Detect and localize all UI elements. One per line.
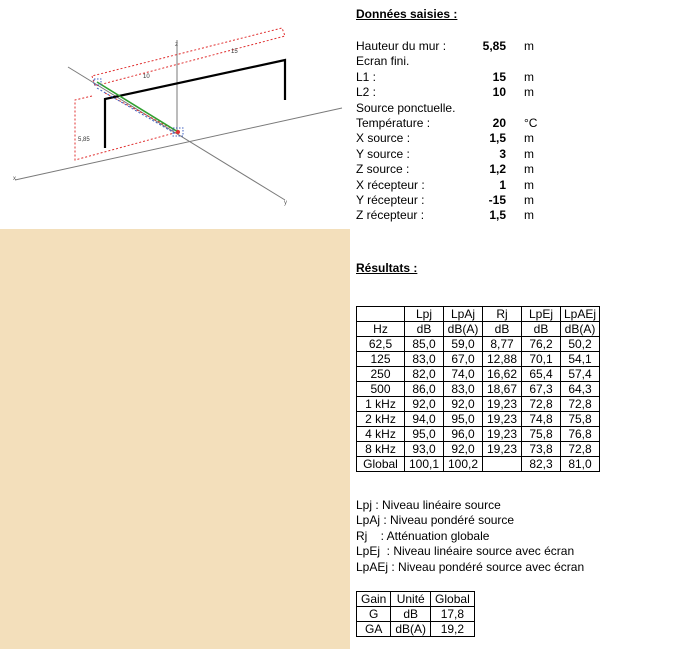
input-label: L1 : bbox=[356, 69, 377, 84]
table-row bbox=[357, 622, 475, 637]
input-value: 1,5 bbox=[489, 208, 506, 223]
input-row bbox=[356, 178, 586, 193]
axis-x bbox=[15, 108, 342, 180]
table-cell: Global bbox=[431, 592, 475, 607]
input-label: X récepteur : bbox=[356, 177, 425, 192]
table-cell: Rj bbox=[483, 307, 522, 322]
table-cell: 1 kHz bbox=[357, 397, 405, 412]
input-value: 5,85 bbox=[482, 39, 506, 53]
table-cell: dB(A) bbox=[391, 622, 431, 637]
table-cell: LpEj bbox=[522, 307, 561, 322]
table-row bbox=[357, 382, 600, 397]
table-cell: G bbox=[357, 607, 391, 622]
dim-height-label: 5,85 bbox=[78, 137, 90, 143]
table-cell: 12,88 bbox=[483, 352, 522, 367]
table-cell: dB bbox=[483, 322, 522, 337]
input-value: 1,2 bbox=[489, 162, 506, 177]
table-cell: 83,0 bbox=[405, 352, 444, 367]
table-cell: dB bbox=[522, 322, 561, 337]
source-point bbox=[176, 130, 180, 134]
input-label: Hauteur du mur : bbox=[356, 39, 447, 53]
input-row bbox=[356, 162, 586, 177]
legend-item: Lpj : Niveau linéaire source bbox=[356, 498, 501, 512]
table-cell: 4 kHz bbox=[357, 427, 405, 442]
input-label: Z source : bbox=[356, 162, 410, 177]
table-cell: 17,8 bbox=[431, 607, 475, 622]
input-label: Ecran fini. bbox=[356, 54, 410, 69]
input-label: Y source : bbox=[356, 146, 410, 161]
table-row bbox=[357, 442, 600, 457]
table-cell: 76,2 bbox=[522, 337, 561, 352]
table-cell: Unité bbox=[391, 592, 431, 607]
table-cell: dB(A) bbox=[444, 322, 483, 337]
dim-l1-line bbox=[92, 28, 285, 86]
results-header-row bbox=[357, 307, 600, 322]
input-unit: m bbox=[524, 146, 534, 161]
input-label: L2 : bbox=[356, 85, 377, 100]
table-cell: 92,0 bbox=[444, 442, 483, 457]
table-cell: 50,2 bbox=[561, 337, 600, 352]
input-row bbox=[356, 54, 586, 69]
table-cell: 250 bbox=[357, 367, 405, 382]
legend-item: LpAj : Niveau pondéré source bbox=[356, 513, 515, 528]
results-table bbox=[356, 306, 600, 472]
gain-header-row bbox=[357, 592, 475, 607]
table-cell: 94,0 bbox=[405, 412, 444, 427]
table-row bbox=[357, 607, 475, 622]
legend-item: Rj : Atténuation globale bbox=[356, 528, 490, 543]
table-cell: 75,8 bbox=[561, 412, 600, 427]
dim-l2-label: 10 bbox=[143, 74, 150, 80]
table-cell: 75,8 bbox=[522, 427, 561, 442]
table-cell: 74,0 bbox=[444, 367, 483, 382]
table-cell: 86,0 bbox=[405, 382, 444, 397]
table-cell: 8,77 bbox=[483, 337, 522, 352]
barrier-diagram bbox=[0, 0, 345, 228]
table-cell: 125 bbox=[357, 352, 405, 367]
table-cell: 67,3 bbox=[522, 382, 561, 397]
table-cell: 19,23 bbox=[483, 442, 522, 457]
table-cell: 19,23 bbox=[483, 397, 522, 412]
input-value: 20 bbox=[492, 115, 506, 130]
table-cell: 95,0 bbox=[444, 412, 483, 427]
table-row bbox=[357, 412, 600, 427]
table-cell: 92,0 bbox=[405, 397, 444, 412]
table-cell: LpAj bbox=[444, 307, 483, 322]
sound-ray-shadow bbox=[97, 88, 176, 134]
side-panel bbox=[0, 229, 350, 649]
table-cell: 93,0 bbox=[405, 442, 444, 457]
input-unit: m bbox=[524, 177, 534, 192]
axis-y-label: y bbox=[284, 200, 287, 206]
input-unit: m bbox=[524, 39, 534, 53]
input-value: 3 bbox=[499, 146, 506, 161]
table-cell: 73,8 bbox=[522, 442, 561, 457]
table-cell: GA bbox=[357, 622, 391, 637]
input-row bbox=[356, 147, 586, 162]
table-cell: 64,3 bbox=[561, 382, 600, 397]
input-unit: m bbox=[524, 85, 534, 100]
table-cell: LpAEj bbox=[561, 307, 600, 322]
input-row bbox=[356, 208, 586, 223]
table-cell: 96,0 bbox=[444, 427, 483, 442]
sound-ray bbox=[97, 82, 178, 132]
results-units-row bbox=[357, 322, 600, 337]
table-cell: 82,0 bbox=[405, 367, 444, 382]
table-cell: 100,2 bbox=[444, 457, 483, 472]
table-cell: 81,0 bbox=[561, 457, 600, 472]
input-row bbox=[356, 85, 586, 100]
table-cell: 16,62 bbox=[483, 367, 522, 382]
input-value: 1,5 bbox=[489, 131, 506, 146]
input-value: 15 bbox=[492, 69, 506, 84]
axis-x-label: x bbox=[13, 176, 16, 182]
table-cell: 62,5 bbox=[357, 337, 405, 352]
table-cell: 100,1 bbox=[405, 457, 444, 472]
input-row bbox=[356, 39, 586, 54]
table-cell: 72,8 bbox=[561, 397, 600, 412]
table-cell: Hz bbox=[357, 322, 405, 337]
table-cell: 74,8 bbox=[522, 412, 561, 427]
legend-item: LpAEj : Niveau pondéré source avec écran bbox=[356, 559, 585, 574]
legend-item: LpEj : Niveau linéaire source avec écran bbox=[356, 544, 575, 559]
table-row bbox=[357, 367, 600, 382]
input-unit: m bbox=[524, 208, 534, 223]
table-cell: 92,0 bbox=[444, 397, 483, 412]
input-unit: m bbox=[524, 162, 534, 177]
table-cell: 18,67 bbox=[483, 382, 522, 397]
inputs-list bbox=[356, 39, 586, 224]
table-row bbox=[357, 352, 600, 367]
table-cell: 82,3 bbox=[522, 457, 561, 472]
table-cell: 19,23 bbox=[483, 412, 522, 427]
table-cell: dB bbox=[391, 607, 431, 622]
input-label: Source ponctuelle. bbox=[356, 100, 456, 115]
table-row bbox=[357, 457, 600, 472]
table-cell: 19,23 bbox=[483, 427, 522, 442]
input-unit: °C bbox=[524, 115, 538, 130]
table-cell: dB(A) bbox=[561, 322, 600, 337]
input-row bbox=[356, 131, 586, 146]
table-cell: 76,8 bbox=[561, 427, 600, 442]
table-cell: 8 kHz bbox=[357, 442, 405, 457]
dim-height-line bbox=[75, 96, 178, 160]
input-label: Y récepteur : bbox=[356, 192, 425, 207]
input-value: -15 bbox=[488, 192, 506, 207]
table-cell: 65,4 bbox=[522, 367, 561, 382]
input-label: Température : bbox=[356, 115, 431, 130]
table-cell: 70,1 bbox=[522, 352, 561, 367]
table-cell: Gain bbox=[357, 592, 391, 607]
table-cell: 57,4 bbox=[561, 367, 600, 382]
table-row bbox=[357, 397, 600, 412]
table-cell: 83,0 bbox=[444, 382, 483, 397]
gain-table bbox=[356, 591, 475, 637]
table-cell: 85,0 bbox=[405, 337, 444, 352]
results-title: Résultats : bbox=[356, 261, 418, 275]
input-row bbox=[356, 116, 586, 131]
input-row bbox=[356, 70, 586, 85]
table-cell: 2 kHz bbox=[357, 412, 405, 427]
inputs-title: Données saisies : bbox=[356, 7, 458, 21]
table-cell: 72,8 bbox=[522, 397, 561, 412]
table-cell: dB bbox=[405, 322, 444, 337]
table-cell bbox=[357, 307, 405, 322]
input-unit: m bbox=[524, 131, 534, 146]
table-cell: 54,1 bbox=[561, 352, 600, 367]
input-row bbox=[356, 101, 586, 116]
dim-l1-label: 15 bbox=[231, 49, 238, 55]
axis-z-label: z bbox=[175, 42, 178, 48]
table-cell: 67,0 bbox=[444, 352, 483, 367]
table-cell: 59,0 bbox=[444, 337, 483, 352]
input-label: X source : bbox=[356, 131, 411, 146]
input-label: Z récepteur : bbox=[356, 208, 425, 223]
table-cell: 95,0 bbox=[405, 427, 444, 442]
table-cell: Global bbox=[357, 457, 405, 472]
input-unit: m bbox=[524, 192, 534, 207]
legend bbox=[356, 498, 584, 575]
table-cell bbox=[483, 457, 522, 472]
input-unit: m bbox=[524, 69, 534, 84]
table-row bbox=[357, 337, 600, 352]
input-row bbox=[356, 193, 586, 208]
input-value: 10 bbox=[492, 85, 506, 100]
table-cell: 72,8 bbox=[561, 442, 600, 457]
table-cell: Lpj bbox=[405, 307, 444, 322]
table-cell: 500 bbox=[357, 382, 405, 397]
table-row bbox=[357, 427, 600, 442]
table-cell: 19,2 bbox=[431, 622, 475, 637]
input-value: 1 bbox=[499, 177, 506, 192]
